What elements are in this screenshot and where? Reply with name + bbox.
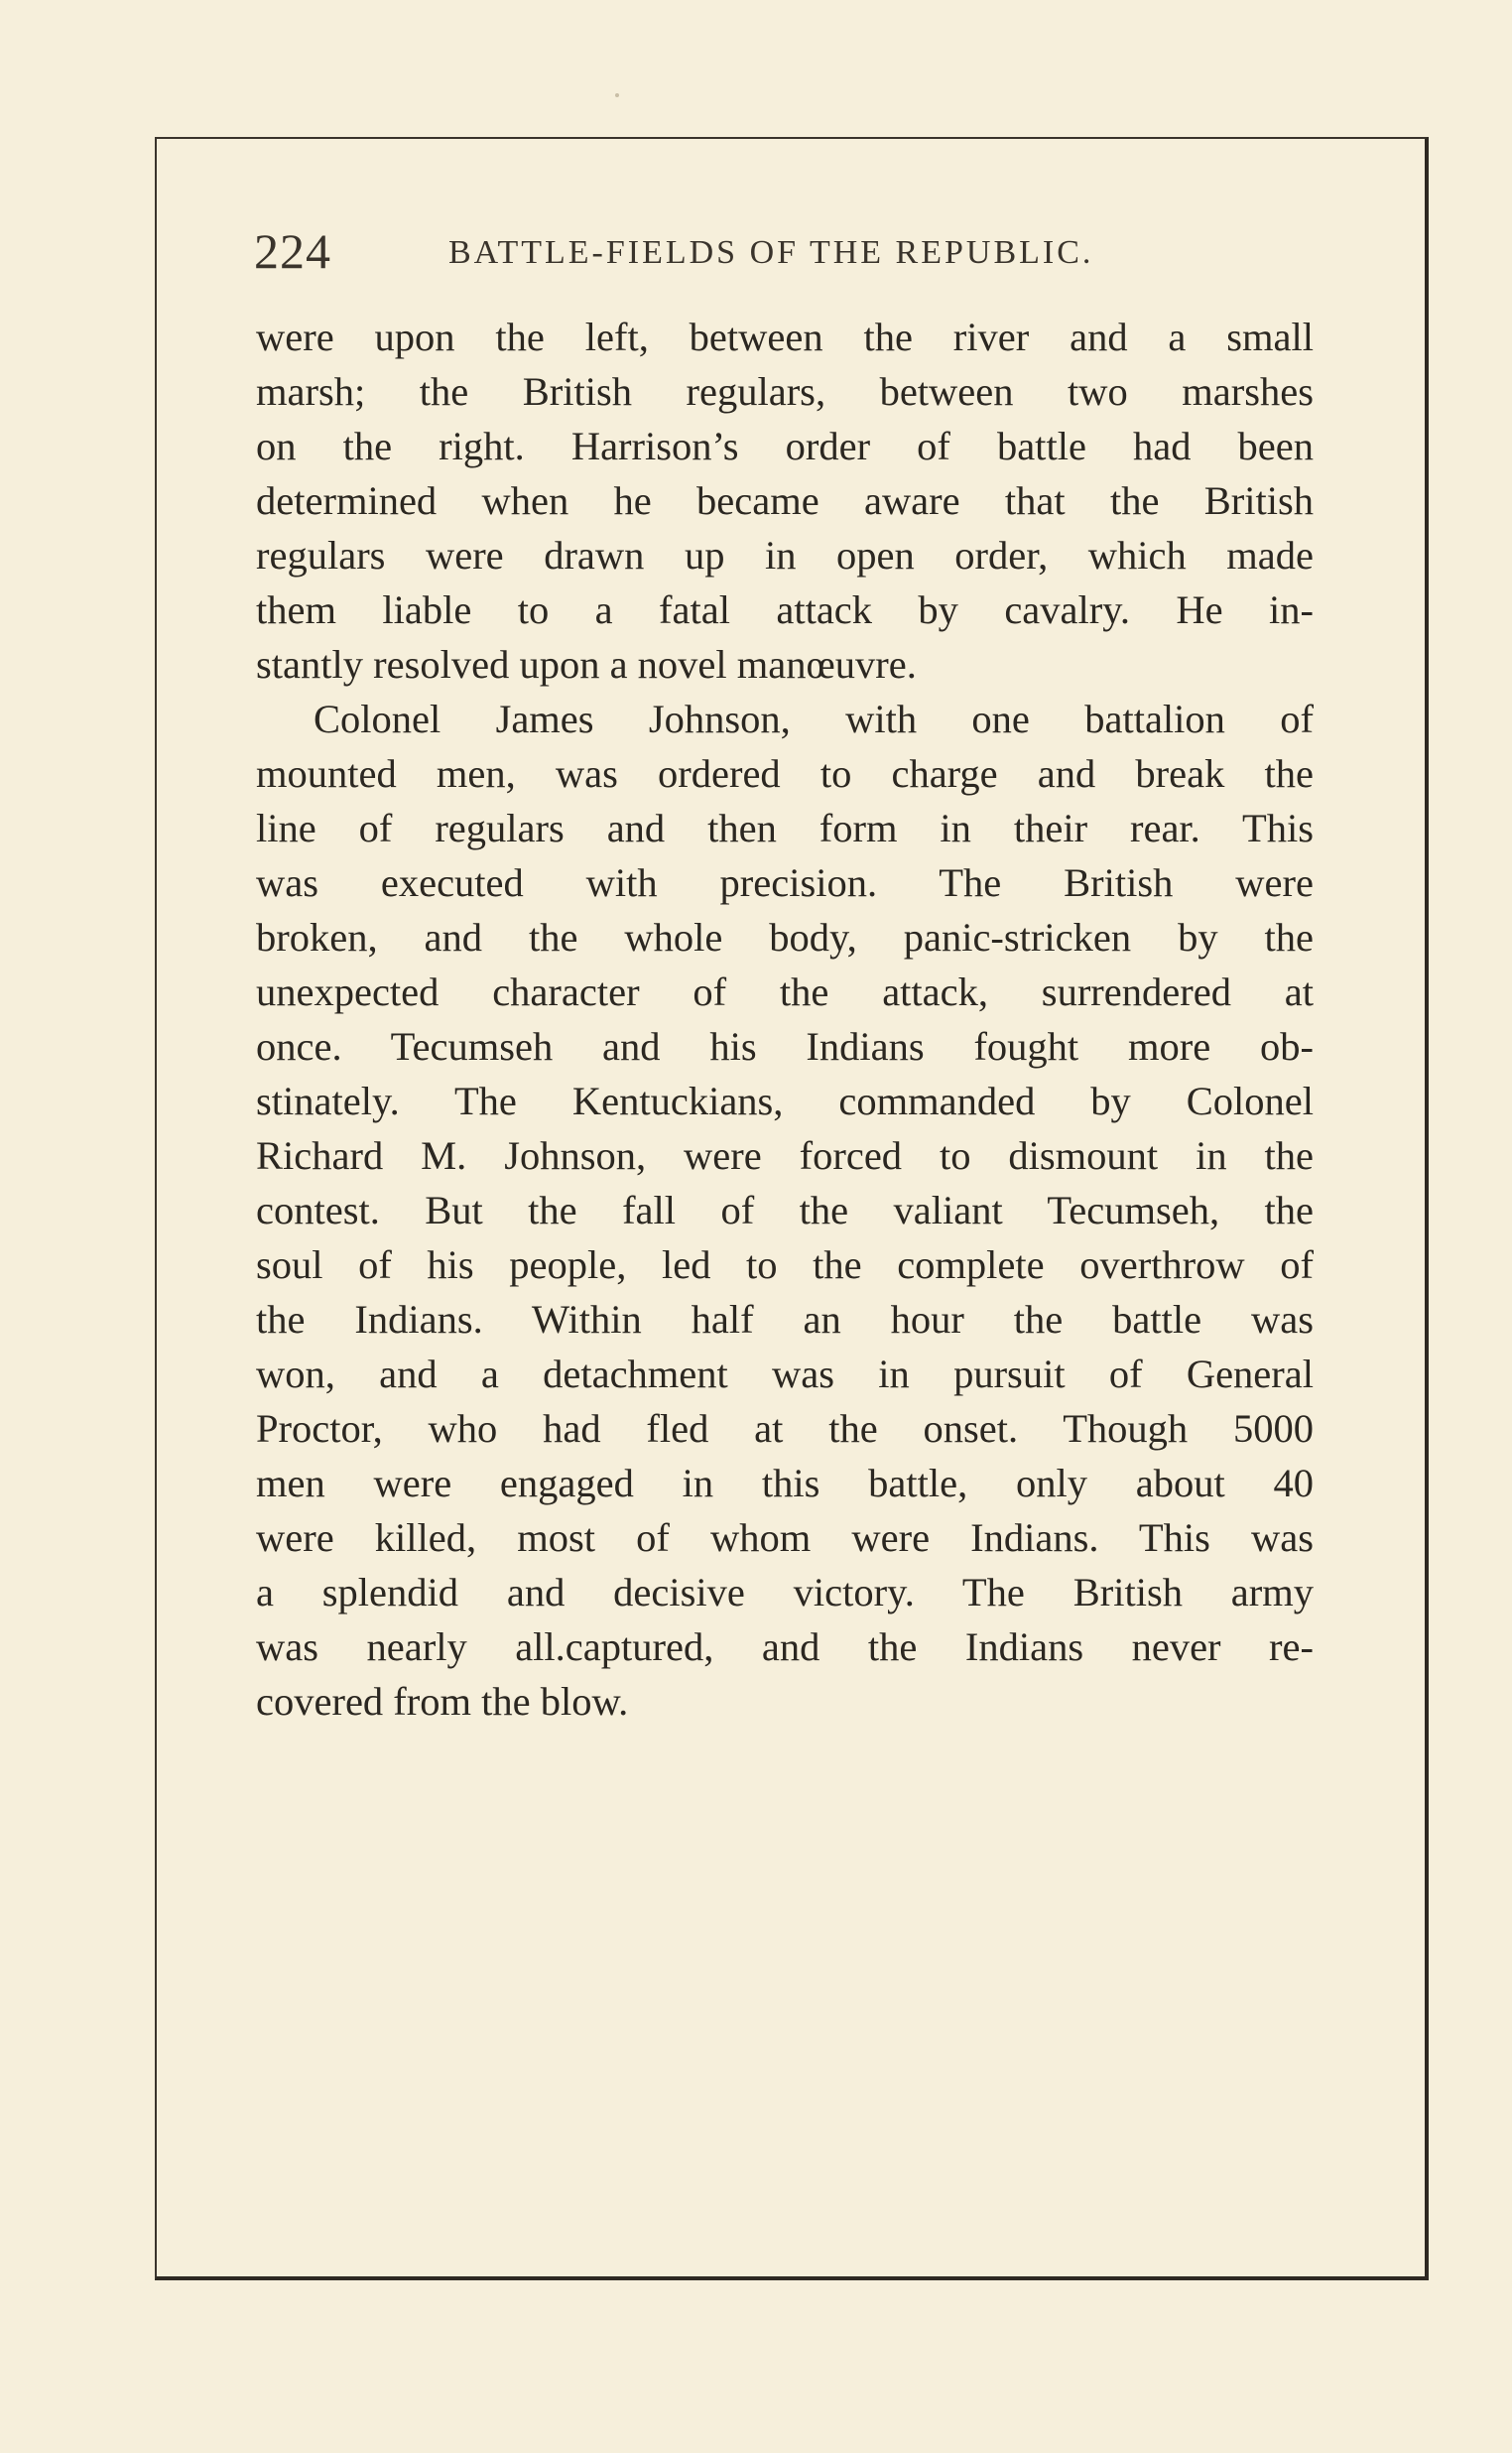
paper-speck <box>615 93 619 97</box>
text-line: broken, and the whole body, panic-stricken by the <box>256 915 1314 960</box>
text-line: mounted men, was ordered to charge and break the <box>256 751 1314 796</box>
page-header <box>254 220 1316 286</box>
text-line: soul of his people, led to the complete overthrow of <box>256 1242 1314 1287</box>
text-line: stantly resolved upon a novel manœuvre. <box>256 642 917 687</box>
text-line: Proctor, who had fled at the onset. Though 5000 <box>256 1406 1314 1451</box>
text-line: regulars were drawn up in open order, which made <box>256 533 1314 578</box>
text-line: were killed, most of whom were Indians. This was <box>256 1515 1314 1560</box>
text-line: a splendid and decisive victory. The British army <box>256 1570 1314 1614</box>
text-line: men were engaged in this battle, only about 40 <box>256 1461 1314 1505</box>
text-line: contest. But the fall of the valiant Tecumseh, the <box>256 1188 1314 1232</box>
running-title: BATTLE-FIELDS OF THE REPUBLIC. <box>448 234 1094 271</box>
text-line: the Indians. Within half an hour the battle was <box>256 1297 1314 1342</box>
page-number: 224 <box>254 223 331 279</box>
text-line: them liable to a fatal attack by cavalry. He in- <box>256 587 1314 632</box>
text-line: marsh; the British regulars, between two marshes <box>256 369 1314 414</box>
text-line: covered from the blow. <box>256 1679 629 1724</box>
text-line: Colonel James Johnson, with one battalion of <box>314 697 1314 741</box>
text-line: Richard M. Johnson, were forced to dismount in the <box>256 1133 1314 1178</box>
text-line: line of regulars and then form in their rear. This <box>256 806 1314 850</box>
text-line: on the right. Harrison’s order of battle had been <box>256 424 1314 468</box>
body-text <box>256 310 1314 1729</box>
text-line: stinately. The Kentuckians, commanded by Colonel <box>256 1079 1314 1123</box>
text-line: were upon the left, between the river and a small <box>256 315 1314 359</box>
text-line: determined when he became aware that the British <box>256 478 1314 523</box>
text-line: once. Tecumseh and his Indians fought more ob- <box>256 1024 1314 1069</box>
text-line: was executed with precision. The British were <box>256 860 1314 905</box>
text-line: was nearly all.captured, and the Indians never re- <box>256 1624 1314 1669</box>
text-line: won, and a detachment was in pursuit of General <box>256 1352 1314 1396</box>
text-line: unexpected character of the attack, surrendered at <box>256 969 1314 1014</box>
